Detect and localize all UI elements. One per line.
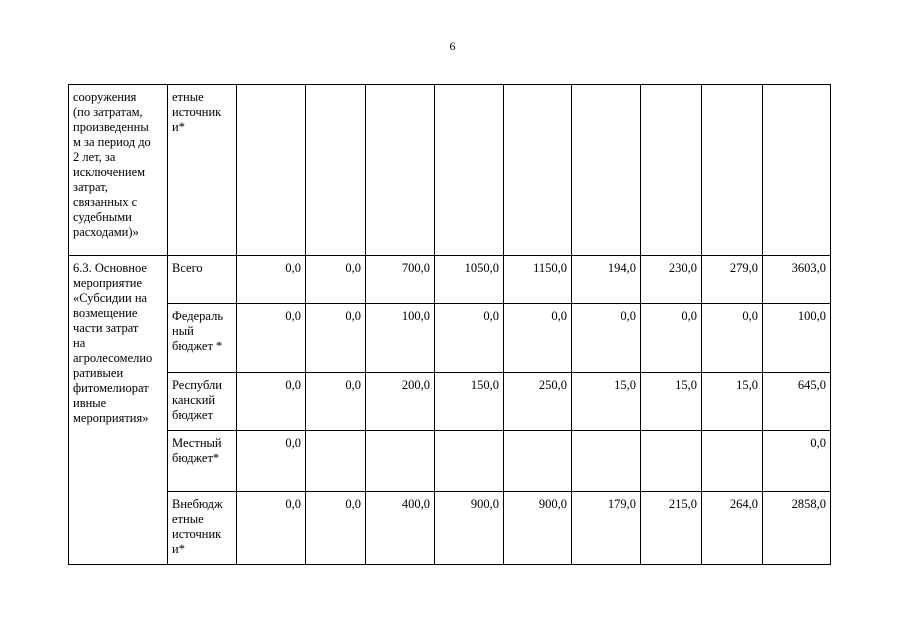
value-cell: 250,0 [504, 373, 572, 431]
value-cell: 0,0 [504, 304, 572, 373]
value-cell: 0,0 [237, 492, 306, 565]
value-cell [641, 431, 702, 492]
value-cell: 0,0 [237, 373, 306, 431]
value-cell: 215,0 [641, 492, 702, 565]
table-row [69, 492, 831, 565]
value-cell [366, 85, 435, 256]
value-cell: 100,0 [763, 304, 831, 373]
value-cell [702, 431, 763, 492]
measure-description-cell: 6.3. Основное мероприятие «Субсидии на возмещение части затрат на агролесомелио ративыеи фитомелиорат ивные мероприятия» [69, 256, 168, 565]
value-cell: 0,0 [237, 304, 306, 373]
value-cell: 194,0 [572, 256, 641, 304]
value-cell: 179,0 [572, 492, 641, 565]
value-cell: 0,0 [306, 256, 366, 304]
value-cell [702, 85, 763, 256]
value-cell: 645,0 [763, 373, 831, 431]
value-cell [641, 85, 702, 256]
value-cell: 3603,0 [763, 256, 831, 304]
table-row [69, 373, 831, 431]
value-cell: 1050,0 [435, 256, 504, 304]
value-cell [572, 85, 641, 256]
value-cell [306, 431, 366, 492]
funding-source-cell: Внебюдж етные источник и* [168, 492, 237, 565]
value-cell [366, 431, 435, 492]
value-cell: 0,0 [702, 304, 763, 373]
value-cell: 900,0 [435, 492, 504, 565]
value-cell [435, 85, 504, 256]
value-cell [504, 431, 572, 492]
page-number: 6 [449, 39, 456, 53]
table-row [69, 431, 831, 492]
value-cell: 0,0 [641, 304, 702, 373]
funding-source-cell: Всего [168, 256, 237, 304]
budget-table [68, 84, 831, 565]
value-cell: 0,0 [763, 431, 831, 492]
value-cell [763, 85, 831, 256]
funding-source-cell: Федераль ный бюджет * [168, 304, 237, 373]
value-cell: 400,0 [366, 492, 435, 565]
funding-source-cell: Республи канский бюджет [168, 373, 237, 431]
value-cell: 0,0 [572, 304, 641, 373]
value-cell: 0,0 [306, 304, 366, 373]
value-cell: 100,0 [366, 304, 435, 373]
value-cell: 700,0 [366, 256, 435, 304]
funding-source-cell: Местный бюджет* [168, 431, 237, 492]
table-row [69, 85, 831, 256]
value-cell: 2858,0 [763, 492, 831, 565]
value-cell: 0,0 [237, 431, 306, 492]
funding-source-cell: етные источник и* [168, 85, 237, 256]
value-cell: 15,0 [702, 373, 763, 431]
value-cell: 0,0 [435, 304, 504, 373]
value-cell [306, 85, 366, 256]
table-row [69, 304, 831, 373]
value-cell: 0,0 [237, 256, 306, 304]
value-cell: 150,0 [435, 373, 504, 431]
value-cell: 0,0 [306, 373, 366, 431]
value-cell: 264,0 [702, 492, 763, 565]
value-cell: 1150,0 [504, 256, 572, 304]
value-cell [504, 85, 572, 256]
value-cell [572, 431, 641, 492]
value-cell [237, 85, 306, 256]
value-cell: 230,0 [641, 256, 702, 304]
measure-description-cell: сооружения (по затратам, произведенны м за период до 2 лет, за исключением затрат, связанных с судебными расходами)» [69, 85, 168, 256]
table-row [69, 256, 831, 304]
value-cell: 900,0 [504, 492, 572, 565]
value-cell: 15,0 [641, 373, 702, 431]
value-cell: 15,0 [572, 373, 641, 431]
value-cell: 200,0 [366, 373, 435, 431]
value-cell: 279,0 [702, 256, 763, 304]
value-cell [435, 431, 504, 492]
value-cell: 0,0 [306, 492, 366, 565]
